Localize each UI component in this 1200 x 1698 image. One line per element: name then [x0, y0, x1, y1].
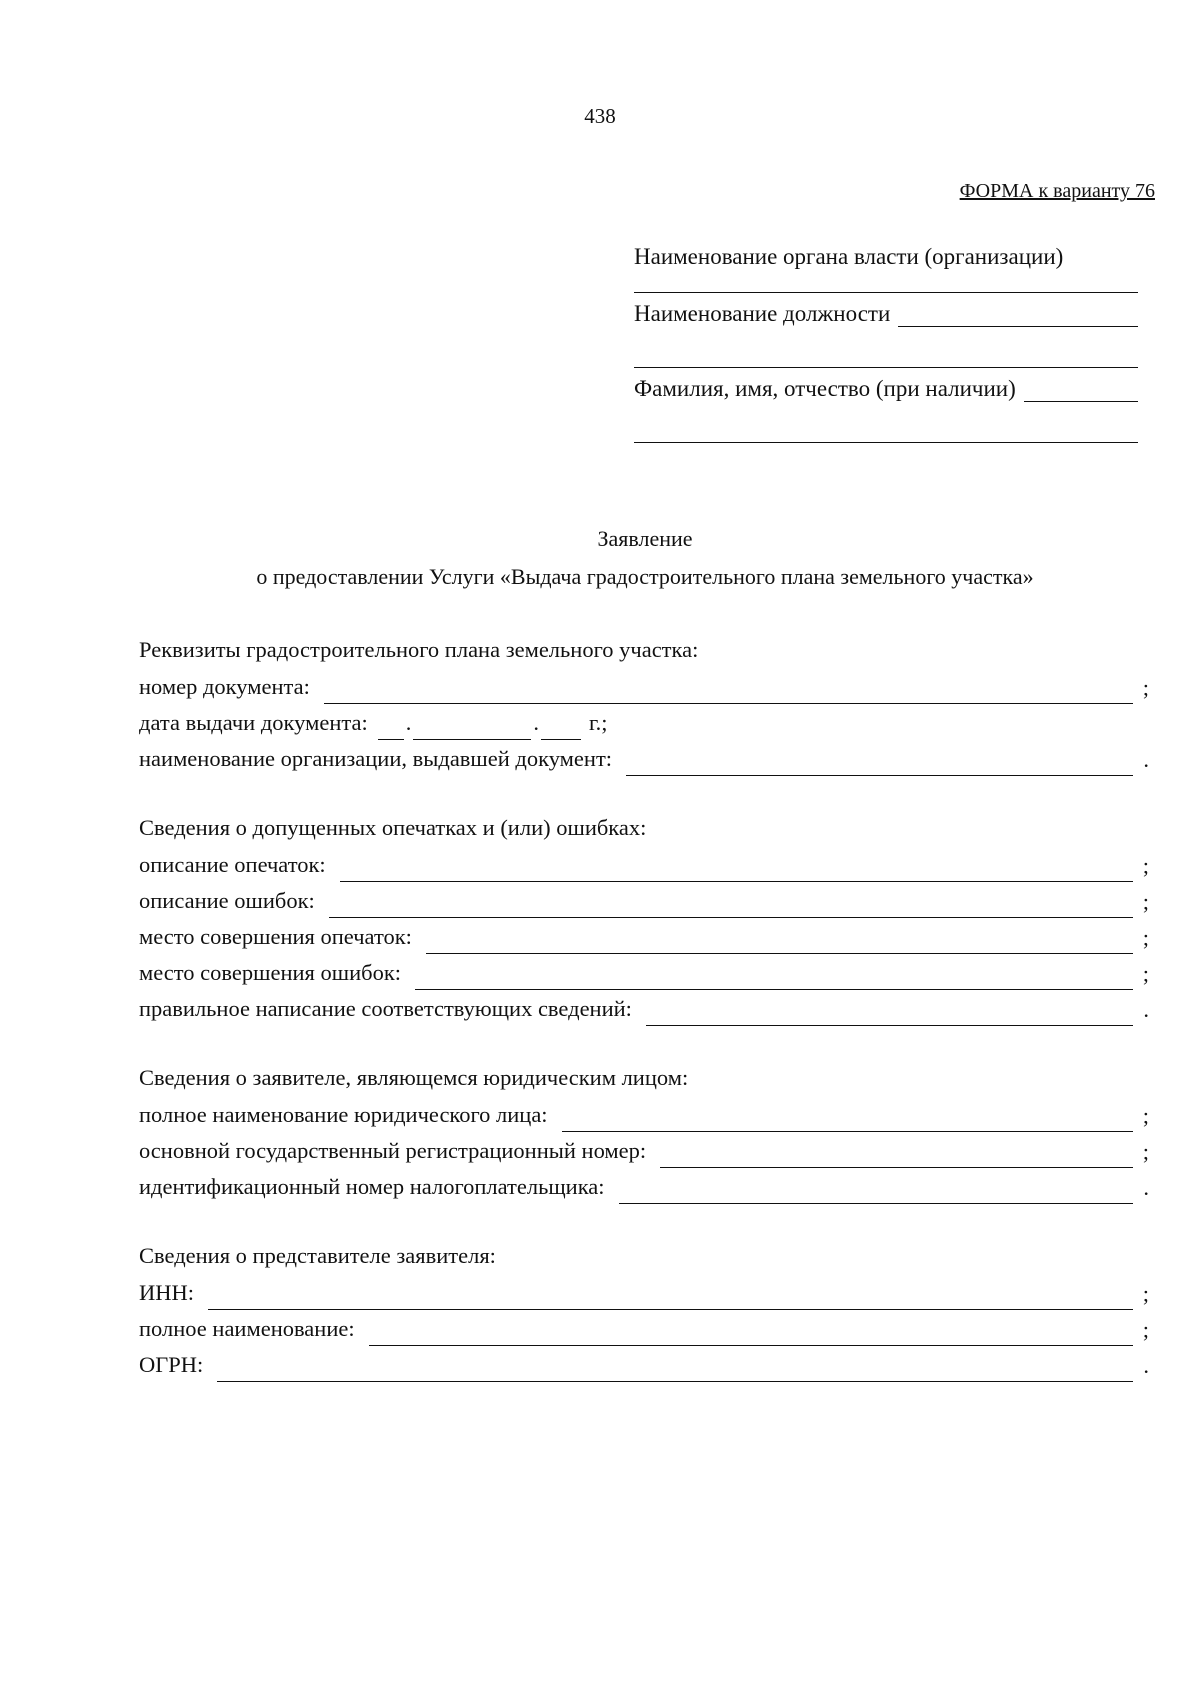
errors-place-row: [139, 954, 1149, 990]
applicant-name-label: полное наименование юридического лица:: [139, 1102, 548, 1127]
rep-ogrn-row: [139, 1346, 1149, 1382]
plan-section: [139, 632, 1149, 776]
form-sections: [139, 632, 1149, 1416]
row-end-mark: ;: [1142, 961, 1149, 986]
position-label: Наименование должности: [634, 301, 891, 326]
authority-field[interactable]: [634, 292, 1138, 293]
date-separator: .: [533, 710, 539, 735]
typos-place-row: [139, 918, 1149, 954]
rep-inn-row: [139, 1274, 1149, 1310]
issuer-row: [139, 740, 1149, 776]
correct-field[interactable]: [646, 999, 1133, 1026]
full-name-label: Фамилия, имя, отчество (при наличии): [634, 376, 1016, 401]
issuer-field[interactable]: [626, 749, 1133, 776]
plan-heading: Реквизиты градостроительного плана земельного участка:: [139, 637, 699, 662]
row-end-mark: ;: [1142, 1281, 1149, 1306]
row-end-mark: .: [1143, 747, 1149, 772]
errors-place-field[interactable]: [415, 963, 1133, 990]
row-end-mark: ;: [1142, 675, 1149, 700]
applicant-ogrn-label: основной государственный регистрационный номер:: [139, 1138, 647, 1163]
issue-day-field[interactable]: [378, 713, 404, 740]
typos-place-field[interactable]: [426, 927, 1133, 954]
row-end-mark: ;: [1142, 1317, 1149, 1342]
full-name-field[interactable]: [1024, 379, 1138, 402]
issuer-label: наименование организации, выдавшей документ:: [139, 746, 613, 771]
document-subtitle: о предоставлении Услуги «Выдача градостроительного плана земельного участка»: [256, 564, 1034, 589]
form-reference: ФОРМА к варианту 76: [959, 180, 1155, 202]
position-row: [634, 297, 1138, 327]
issue-date-label: дата выдачи документа:: [139, 710, 368, 735]
applicant-heading: Сведения о заявителе, являющемся юридическим лицом:: [139, 1065, 689, 1090]
row-end-mark: ;: [1142, 889, 1149, 914]
typos-desc-label: описание опечаток:: [139, 852, 326, 877]
position-field[interactable]: [898, 304, 1138, 327]
errors-desc-label: описание ошибок:: [139, 888, 315, 913]
applicant-section: [139, 1060, 1149, 1204]
page-number: 438: [584, 104, 616, 128]
doc-number-label: номер документа:: [139, 674, 310, 699]
applicant-inn-row: [139, 1168, 1149, 1204]
rep-name-label: полное наименование:: [139, 1316, 355, 1341]
authority-row: [634, 240, 1138, 270]
correct-label: правильное написание соответствующих сведений:: [139, 996, 632, 1021]
rep-inn-label: ИНН:: [139, 1280, 194, 1305]
representative-section: [139, 1238, 1149, 1382]
full-name-row: [634, 372, 1138, 402]
full-name-field-extra[interactable]: [634, 442, 1138, 443]
applicant-name-field[interactable]: [562, 1105, 1133, 1132]
row-end-mark: ;: [1142, 853, 1149, 878]
typos-place-label: место совершения опечаток:: [139, 924, 412, 949]
errors-desc-field[interactable]: [329, 891, 1133, 918]
errors-desc-row: [139, 882, 1149, 918]
errors-section: [139, 810, 1149, 1026]
errors-heading: Сведения о допущенных опечатках и (или) ошибках:: [139, 815, 647, 840]
doc-number-row: [139, 668, 1149, 704]
issue-year-field[interactable]: [541, 713, 581, 740]
rep-ogrn-field[interactable]: [217, 1355, 1133, 1382]
addressee-block: [634, 240, 1138, 443]
year-suffix: г.;: [588, 710, 608, 735]
row-end-mark: ;: [1142, 925, 1149, 950]
typos-desc-field[interactable]: [340, 855, 1133, 882]
applicant-inn-field[interactable]: [619, 1177, 1133, 1204]
issue-month-field[interactable]: [413, 713, 531, 740]
rep-name-field[interactable]: [369, 1319, 1133, 1346]
errors-place-label: место совершения ошибок:: [139, 960, 402, 985]
correct-row: [139, 990, 1149, 1026]
row-end-mark: ;: [1142, 1139, 1149, 1164]
issue-date-row: [139, 704, 1149, 740]
rep-ogrn-label: ОГРН:: [139, 1352, 204, 1377]
row-end-mark: .: [1143, 1353, 1149, 1378]
row-end-mark: ;: [1142, 1103, 1149, 1128]
date-separator: .: [405, 710, 412, 735]
rep-name-row: [139, 1310, 1149, 1346]
row-end-mark: .: [1143, 997, 1149, 1022]
typos-desc-row: [139, 846, 1149, 882]
doc-number-field[interactable]: [324, 677, 1133, 704]
row-end-mark: .: [1143, 1175, 1149, 1200]
applicant-ogrn-field[interactable]: [660, 1141, 1133, 1168]
applicant-inn-label: идентификационный номер налогоплательщика:: [139, 1174, 605, 1199]
representative-heading: Сведения о представителе заявителя:: [139, 1243, 496, 1268]
applicant-ogrn-row: [139, 1132, 1149, 1168]
document-title: Заявление: [597, 526, 693, 551]
position-field-extra[interactable]: [634, 367, 1138, 368]
rep-inn-field[interactable]: [208, 1283, 1133, 1310]
authority-label: Наименование органа власти (организации): [634, 244, 1064, 269]
applicant-name-row: [139, 1096, 1149, 1132]
